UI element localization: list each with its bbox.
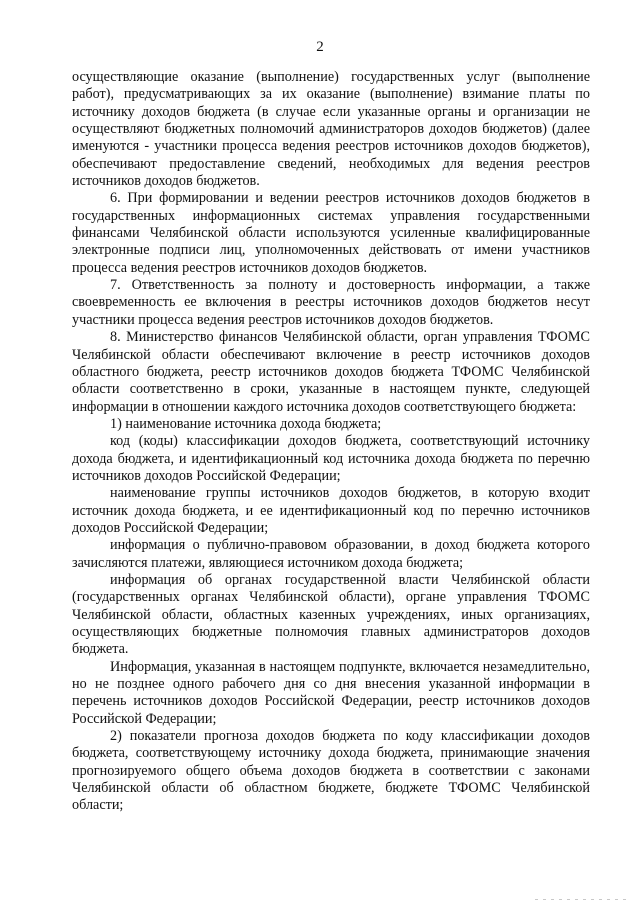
paragraph-item-6: 6. При формировании и ведении реестров источников доходов бюджетов в государственных информационных системах управления государственными финансами Челябинской области используются усиленные квалифицированные электронные подписи лиц, уполномоченных действовать от имени участников процесса ведения реестров источников доходов бюджетов. bbox=[72, 190, 590, 276]
paragraph-item-7: 7. Ответственность за полноту и достоверность информации, а также своевременность ее включения в реестры источников доходов бюджетов несут участники процесса ведения реестров источников доходов бюджетов. bbox=[72, 277, 590, 328]
scan-artifact bbox=[476, 897, 626, 901]
page-number: 2 bbox=[316, 39, 324, 55]
paragraph-continuation: осуществляющие оказание (выполнение) государственных услуг (выполнение работ), предусматривающих за их оказание (выполнение) взимание платы по источнику доходов бюджета (в случае если указанные органы и организации не осуществляют бюджетных полномочий администраторов доходов бюджетов) (далее именуются - участники процесса ведения реестров источников доходов бюджетов), обеспечивают предоставление сведений, необходимых для ведения реестров источников доходов бюджетов. bbox=[72, 69, 590, 190]
paragraph-item-8: 8. Министерство финансов Челябинской области, орган управления ТФОМС Челябинской области обеспечивают включение в реестр источников доходов областного бюджета, реестр источников доходов бюджета ТФОМС Челябинской области соответственно в сроки, указанные в настоящем пункте, следующей информации в отношении каждого источника доходов соответствующего бюджета: bbox=[72, 329, 590, 415]
paragraph-group-name: наименование группы источников доходов бюджетов, в которую входит источник дохода бюджета, и ее идентификационный код по перечню источников доходов Российской Федерации; bbox=[72, 485, 590, 536]
document-body bbox=[72, 69, 590, 815]
paragraph-inclusion-deadline: Информация, указанная в настоящем подпункте, включается незамедлительно, но не позднее одного рабочего дня со дня внесения указанной информации в перечень источников доходов Российской Федерации, реестр источников доходов Российской Федерации; bbox=[72, 658, 590, 727]
paragraph-public-entity: информация о публично-правовом образовании, в доход бюджета которого зачисляются платежи, являющиеся источником дохода бюджета; bbox=[72, 537, 590, 571]
paragraph-classification-code: код (коды) классификации доходов бюджета, соответствующий источнику дохода бюджета, и идентификационный код источника дохода бюджета по перечню источников доходов Российской Федерации; bbox=[72, 433, 590, 484]
paragraph-authorities: информация об органах государственной власти Челябинской области (государственных органах Челябинской области), органе управления ТФОМС Челябинской области, областных казенных учреждениях, иных организациях, осуществляющих бюджетные полномочия главных администраторов доходов бюджета. bbox=[72, 571, 590, 658]
paragraph-subitem-1: 1) наименование источника дохода бюджета; bbox=[110, 415, 382, 432]
paragraph-subitem-2: 2) показатели прогноза доходов бюджета по коду классификации доходов бюджета, соответствующему источнику дохода бюджета, принимающие значения прогнозируемого общего объема доходов бюджета в соответствии с законами Челябинской области об областном бюджете, бюджете ТФОМС Челябинской области; bbox=[72, 728, 590, 814]
